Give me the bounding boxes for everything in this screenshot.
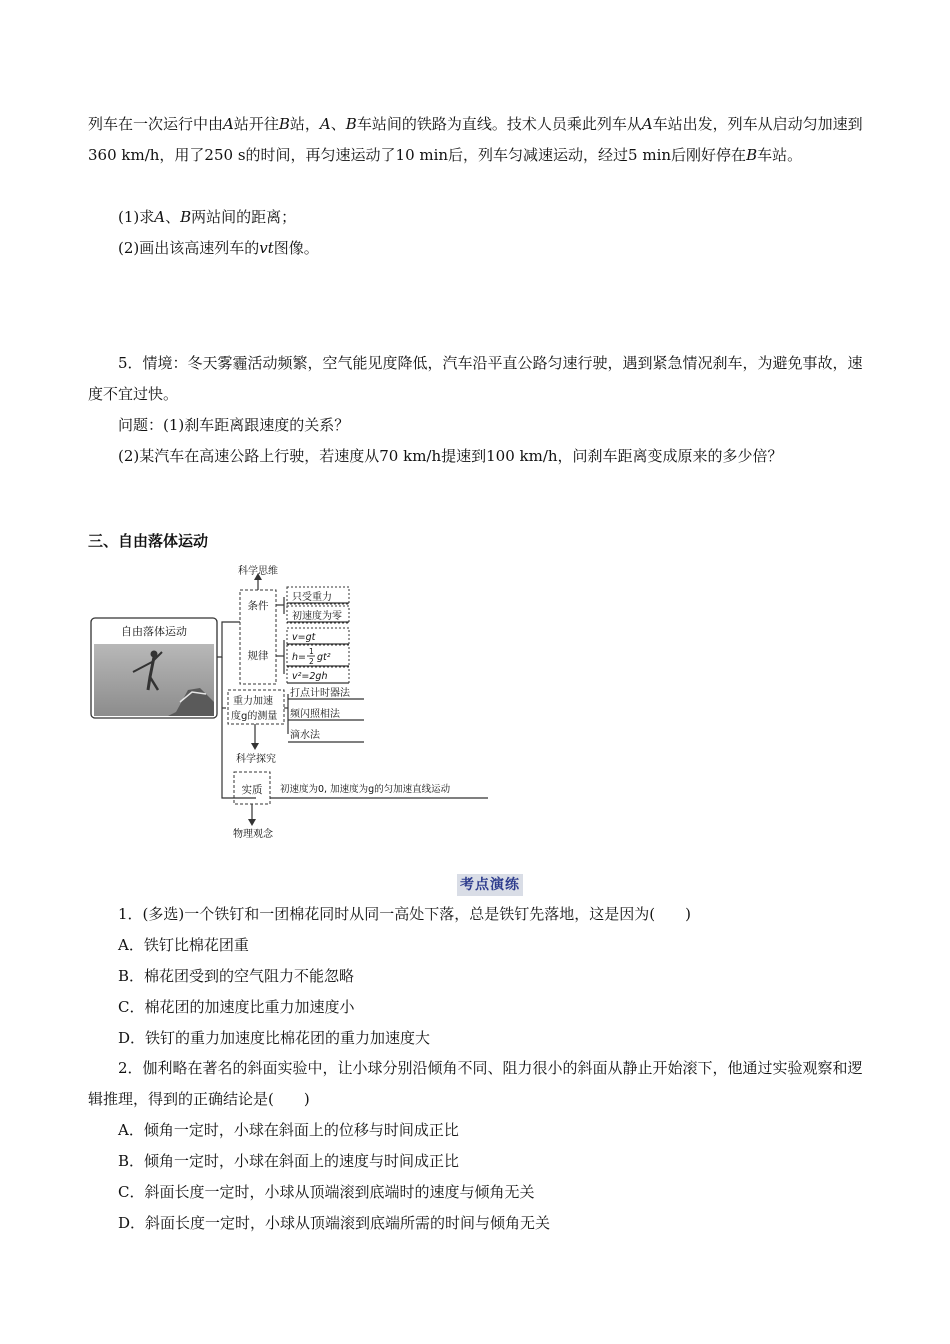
section-title: 三、自由落体运动 (88, 532, 209, 550)
q1-option-c: C．棉花团的加速度比重力加速度小 (118, 998, 355, 1016)
law-height-denominator: 2 (309, 657, 314, 666)
top-label: 科学思维 (238, 566, 278, 577)
condition-label: 条件 (247, 600, 269, 612)
essence-label: 实质 (241, 784, 263, 796)
q1-stem: 1．(多选)一个铁钉和一团棉花同时从同一高处下落，总是铁钉先落地，这是因为( ) (118, 905, 691, 923)
q2-option-d: D．斜面长度一定时，小球从顶端滚到底端所需的时间与倾角无关 (118, 1214, 551, 1232)
measurement-method-timer: 打点计时器法 (290, 688, 350, 699)
skydiver-figure-icon (94, 644, 214, 716)
measurement-method-drip: 滴水法 (290, 730, 320, 741)
law-label: 规律 (247, 650, 269, 662)
q2-option-b: B．倾角一定时，小球在斜面上的速度与时间成正比 (118, 1152, 460, 1170)
measurement-label-line1: 重力加速 (233, 696, 273, 707)
problem5-scenario: 5．情境：冬天雾霾活动频繁，空气能见度降低，汽车沿平直公路匀速行驶，遇到紧急情况刹车，为避免事故，速度不宜过快。 (88, 354, 863, 403)
q2-option-a: A．倾角一定时，小球在斜面上的位移与时间成正比 (118, 1121, 459, 1139)
measurement-method-strobe: 频闪照相法 (290, 709, 340, 720)
q2-option-c: C．斜面长度一定时，小球从顶端滚到底端时的速度与倾角无关 (118, 1183, 535, 1201)
law-velocity-squared: v²=2gh (292, 671, 328, 682)
essence-text: 初速度为0, 加速度为g的匀加速直线运动 (280, 784, 451, 795)
q1-option-b: B．棉花团受到的空气阻力不能忽略 (118, 967, 355, 985)
q2-stem: 2．伽利略在著名的斜面实验中，让小球分别沿倾角不同、阻力很小的斜面从静止开始滚下，他通过实验观察和逻辑推理，得到的正确结论是( ) (88, 1059, 863, 1108)
concept-map-diagram (88, 562, 508, 842)
problem5-question2: (2)某汽车在高速公路上行驶，若速度从70 km/h提速到100 km/h，问刹车距离变成原来的多少倍？ (118, 447, 783, 465)
law-height-prefix: h= (292, 652, 306, 663)
q1-option-d: D．铁钉的重力加速度比棉花团的重力加速度大 (118, 1029, 431, 1047)
condition-item-gravity: 只受重力 (292, 592, 332, 603)
root-label: 自由落体运动 (121, 625, 187, 638)
law-height-numerator: 1 (309, 647, 314, 656)
bottom-label: 物理观念 (233, 829, 273, 840)
law-velocity: v=gt (292, 632, 316, 643)
problem5-question1: 问题：(1)刹车距离跟速度的关系？ (118, 416, 350, 434)
measurement-label-line2: 度g的测量 (231, 711, 278, 722)
practice-badge: 考点演练 (457, 874, 523, 896)
problem4-question1: (1)求A、B两站间的距离； (118, 208, 297, 226)
problem4-question2: (2)画出该高速列车的vt图像。 (118, 239, 319, 257)
inquiry-label: 科学探究 (236, 754, 276, 765)
condition-item-initial-velocity: 初速度为零 (292, 611, 342, 622)
problem4-text: 列车在一次运行中由A站开往B站，A、B车站间的铁路为直线。技术人员乘此列车从A车站出发，列车从启动匀加速到360 km/h，用了250 s的时间，再匀速运动了10 min后，列车匀减速运动，经过5 min后刚好停在B车站。 (88, 115, 863, 164)
law-height-suffix: gt² (317, 652, 331, 663)
q1-option-a: A．铁钉比棉花团重 (118, 936, 249, 954)
